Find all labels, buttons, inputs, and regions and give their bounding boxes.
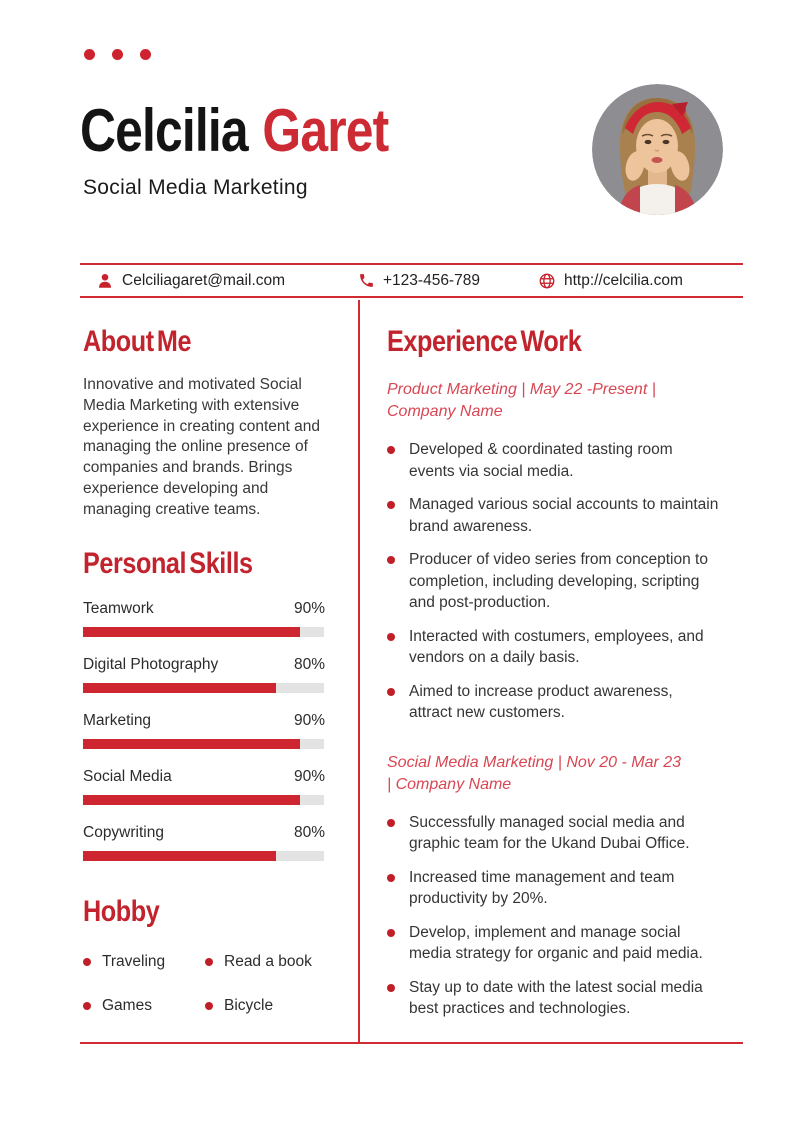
skill-bar-track	[83, 683, 324, 693]
avatar-illustration	[592, 84, 723, 215]
hobby-item	[83, 997, 205, 1015]
hobby-item	[205, 997, 325, 1015]
skill-bar-track	[83, 795, 324, 805]
job-bullet: Aimed to increase product awareness, attract new customers.	[387, 681, 719, 724]
skill-bar-fill	[83, 683, 276, 693]
skill-bar-fill	[83, 739, 300, 749]
first-name: Celcilia	[80, 97, 248, 164]
skill-percent: 80%	[293, 823, 325, 841]
website-text: http://celcilia.com	[564, 271, 683, 289]
skills-section	[83, 547, 325, 861]
job-bullet-list	[387, 812, 719, 1020]
job-title: Product Marketing | May 22 -Present | Company Name	[387, 381, 656, 420]
bullet-dot-icon	[205, 1002, 213, 1010]
left-column	[83, 325, 325, 1015]
skill-percent: 90%	[293, 767, 325, 785]
job-bullet: Increased time management and team productivity by 20%.	[387, 867, 719, 910]
job-title: Social Media Marketing | Nov 20 - Mar 23 | Company Name	[387, 753, 682, 793]
skill-label: Digital Photography	[83, 655, 219, 673]
contact-phone[interactable]	[358, 272, 480, 290]
bottom-rule	[80, 1042, 743, 1044]
job-bullet: Stay up to date with the latest social media best practices and technologies.	[387, 977, 719, 1020]
skill-percent: 80%	[293, 655, 325, 673]
bullet-dot-icon	[83, 1002, 91, 1010]
hobby-label: Games	[102, 996, 152, 1014]
skill-label: Marketing	[83, 711, 152, 729]
skill-bar-fill	[83, 795, 300, 805]
job-bullet: Develop, implement and manage social media strategy for organic and paid media.	[387, 922, 719, 965]
phone-icon	[358, 272, 375, 289]
hobby-item	[83, 953, 205, 971]
column-divider	[358, 300, 360, 1043]
job-bullet: Managed various social accounts to maintain brand awareness.	[387, 494, 719, 537]
experience-heading: Experience Work	[387, 325, 582, 358]
skills-heading: Personal Skills	[83, 546, 253, 580]
skill-percent: 90%	[293, 711, 325, 729]
contact-email[interactable]	[96, 272, 285, 290]
job-bullet: Producer of video series from conception to completion, including developing, scripting and post-production.	[387, 549, 719, 614]
globe-icon	[538, 272, 556, 290]
skill-item	[83, 600, 325, 637]
skill-bar-fill	[83, 851, 276, 861]
avatar	[592, 84, 723, 215]
hobby-section	[83, 895, 325, 1015]
bullet-dot-icon	[83, 958, 91, 966]
skill-bar-fill	[83, 627, 300, 637]
skill-item	[83, 656, 325, 693]
skill-item	[83, 824, 325, 861]
hobby-label: Traveling	[102, 952, 166, 970]
skill-bar-track	[83, 851, 324, 861]
job-bullet: Successfully managed social media and graphic team for the Ukand Dubai Office.	[387, 812, 719, 855]
person-icon	[96, 272, 114, 290]
hobby-label: Read a book	[224, 952, 312, 970]
job-bullet: Interacted with costumers, employees, and vendors on a daily basis.	[387, 626, 719, 669]
job-bullet: Developed & coordinated tasting room events via social media.	[387, 439, 719, 482]
hobby-heading: Hobby	[83, 894, 160, 928]
about-heading: About Me	[83, 325, 192, 358]
red-dot-icon	[84, 49, 95, 60]
last-name: Garet	[262, 97, 389, 164]
job-bullet-list	[387, 439, 719, 724]
page-title	[80, 96, 388, 165]
about-text: Innovative and motivated Social Media Marketing with extensive experience in creating content and managing the online presence of companies and brands. Brings experience developing and managing creative teams.	[83, 376, 320, 518]
skill-bar-track	[83, 627, 324, 637]
bullet-dot-icon	[205, 958, 213, 966]
skill-label: Teamwork	[83, 599, 154, 617]
job-subtitle: Social Media Marketing	[83, 176, 308, 199]
email-text: Celciliagaret@mail.com	[122, 271, 286, 289]
experience-job	[387, 379, 719, 724]
skill-item	[83, 768, 325, 805]
red-dot-icon	[112, 49, 123, 60]
skill-label: Copywriting	[83, 823, 164, 841]
right-column	[387, 325, 719, 1032]
phone-text: +123-456-789	[383, 271, 480, 289]
experience-job	[387, 752, 719, 1020]
hobby-item	[205, 953, 325, 971]
skill-percent: 90%	[293, 599, 325, 617]
skill-item	[83, 712, 325, 749]
hobby-label: Bicycle	[224, 996, 274, 1014]
red-dot-icon	[140, 49, 151, 60]
skill-label: Social Media	[83, 767, 172, 785]
contact-bar	[80, 263, 743, 298]
skill-bar-track	[83, 739, 324, 749]
contact-website[interactable]	[538, 272, 683, 290]
decorative-dots	[84, 49, 151, 60]
